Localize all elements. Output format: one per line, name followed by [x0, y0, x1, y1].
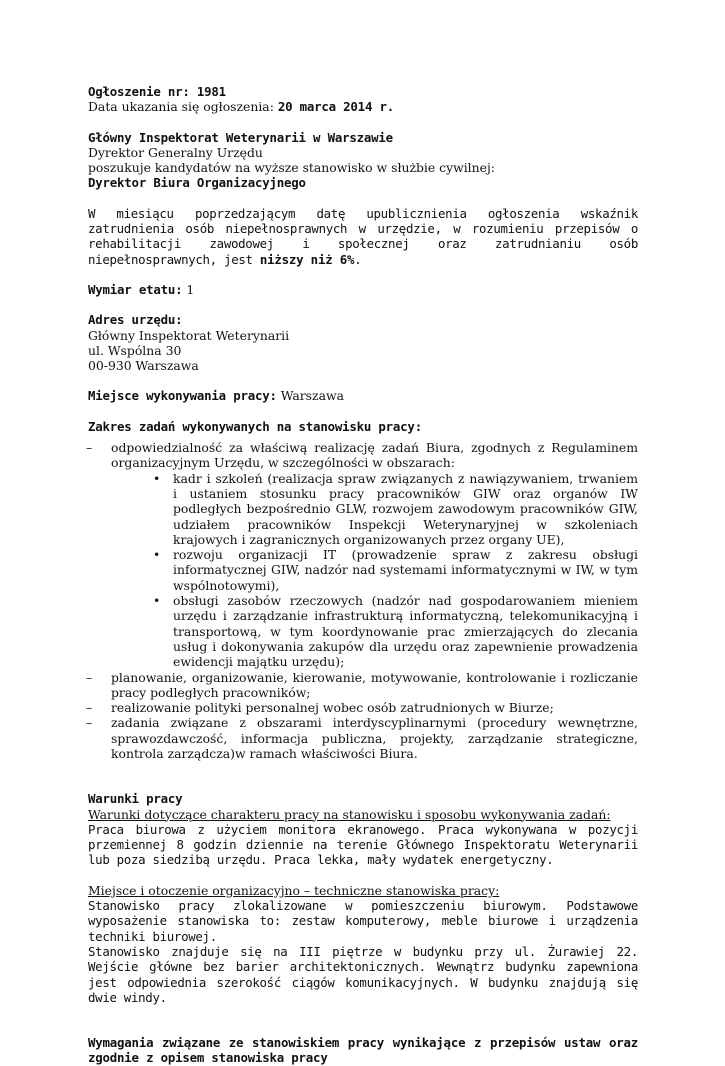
list-item [88, 700, 638, 715]
employment-indicator [88, 206, 638, 267]
requirements-heading: Wymagania związane ze stanowiskiem pracy wynikające z przepisów ustaw oraz zgodnie z opisem stanowiska pracy [88, 1035, 638, 1066]
conditions-text-2: Stanowisko pracy zlokalizowane w pomieszczeniu biurowym. Podstawowe wyposażenie stanowiska to: zestaw komputerowy, meble biurowe i urządzenia techniki biurowej. [88, 898, 638, 944]
bullet-icon: • [153, 470, 161, 486]
tasks-heading: Zakres zadań wykonywanych na stanowisku pracy: [88, 418, 422, 434]
conditions-text-1: Praca biurowa z użyciem monitora ekranowego. Praca wykonywana w pozycji przemiennej 8 godzin dziennie na terenie Głównego Inspektoratu Weterynarii lub poza siedzibą urzędu. Praca lekka, mały wydatek energetyczny. [88, 821, 638, 868]
list-item [88, 715, 638, 761]
institution-director: Dyrektor Generalny Urzędu [88, 144, 263, 160]
announcement-date [88, 99, 638, 114]
task-item-2: planowanie, organizowanie, kierowanie, motywowanie, kontrolowanie i rozliczanie pracy podległych pracowników; [111, 669, 638, 700]
task-item-1: odpowiedzialność za właściwą realizację zadań Biura, zgodnych z Regulaminem organizacyjnym Urzędu, w szczególności w obszarach: [111, 440, 638, 471]
workplace-label: Miejsce wykonywania pracy: [88, 388, 277, 404]
task-item-3: realizowanie polityki personalnej wobec osób zatrudnionych w Biurze; [111, 700, 554, 716]
list-item: • rozwoju organizacji IT (prowadzenie spraw z zakresu obsługi informatycznej GIW, nadzór nad systemami informatycznymi w IW, w tym wspólnotowymi), [153, 547, 638, 593]
position-title: Dyrektor Biura Organizacyjnego [88, 175, 306, 191]
tasks-list-continued [88, 670, 638, 762]
workplace-value: Warszawa [280, 388, 344, 404]
task-subitems-list [88, 471, 638, 670]
list-item [88, 440, 638, 471]
conditions-subheading-2: Miejsce i otoczenie organizacyjno – techniczne stanowiska pracy: [88, 882, 500, 898]
work-time [88, 282, 638, 297]
conditions-heading: Warunki pracy [88, 791, 183, 807]
indicator-value: niższy niż 6% [259, 251, 355, 267]
document-page [88, 84, 638, 1066]
date-value: 20 marca 2014 r. [277, 99, 394, 115]
tasks-list [88, 440, 638, 471]
conditions-subheading-1: Warunki dotyczące charakteru pracy na stanowisku i sposobu wykonywania zadań: [88, 806, 611, 822]
address-line-2: ul. Wspólna 30 [88, 342, 182, 358]
address-line-1: Główny Inspektorat Weterynarii [88, 327, 290, 343]
list-item: • obsługi zasobów rzeczowych (nadzór nad gospodarowaniem mieniem urzędu i zarządzanie infrastrukturą informatyczną, telekomunikacyjną i transportową, w tym koordynowanie prac zmierzających do zlecania usług i dokonywania zakupów dla urzędu oraz zapewnienie prowadzenia ewidencji majątku urzędu); [153, 593, 638, 670]
institution-name: Główny Inspektorat Weterynarii w Warszawie [88, 129, 393, 145]
indicator-text: W miesiącu poprzedzającym datę upublicznienia ogłoszenia wskaźnik zatrudnienia osób niepełnosprawnych w urzędzie, w rozumieniu przepisów o rehabilitacji zawodowej i społecznej oraz zatrudnianiu osób niepełnosprawnych, jest [88, 205, 638, 267]
work-time-label: Wymiar etatu: [88, 281, 183, 297]
work-time-value: 1 [186, 281, 195, 297]
address-label: Adres urzędu: [88, 312, 183, 328]
date-label: Data ukazania się ogłoszenia: [88, 99, 274, 115]
bullet-icon: • [153, 547, 161, 563]
task-item-4: zadania związane z obszarami interdyscyplinarnymi (procedury wewnętrzne, sprawozdawczość, informacja publiczna, projekty, zarządzanie strategiczne, kontrola zarządcza)w ramach właściwości Biura. [111, 715, 638, 761]
indicator-end: . [354, 251, 362, 267]
conditions-text-3: Stanowisko znajduje się na III piętrze w budynku przy ul. Żurawiej 22. Wejście główne bez barier architektonicznych. Wewnątrz budynku zapewniona jest odpowiednia szerokość ciągów komunikacyjnych. W budynku znajdują się dwie windy. [88, 943, 638, 1005]
institution-seeking: poszukuje kandydatów na wyższe stanowisko w służbie cywilnej: [88, 160, 495, 176]
address-line-3: 00-930 Warszawa [88, 358, 199, 374]
announcement-number: Ogłoszenie nr: 1981 [88, 84, 226, 99]
workplace [88, 388, 638, 403]
bullet-icon: • [153, 593, 161, 609]
list-item: • kadr i szkoleń (realizacja spraw związanych z nawiązywaniem, trwaniem i ustaniem stosunku pracy pracowników GIW oraz organów IW podległych bezpośrednio GLW, rozwojem zawodowym pracowników GIW, udziałem pracowników Inspekcji Weterynaryjnej w szkoleniach krajowych i zagranicznych organizowanych przez organy UE), [153, 470, 638, 547]
list-item [88, 670, 638, 701]
